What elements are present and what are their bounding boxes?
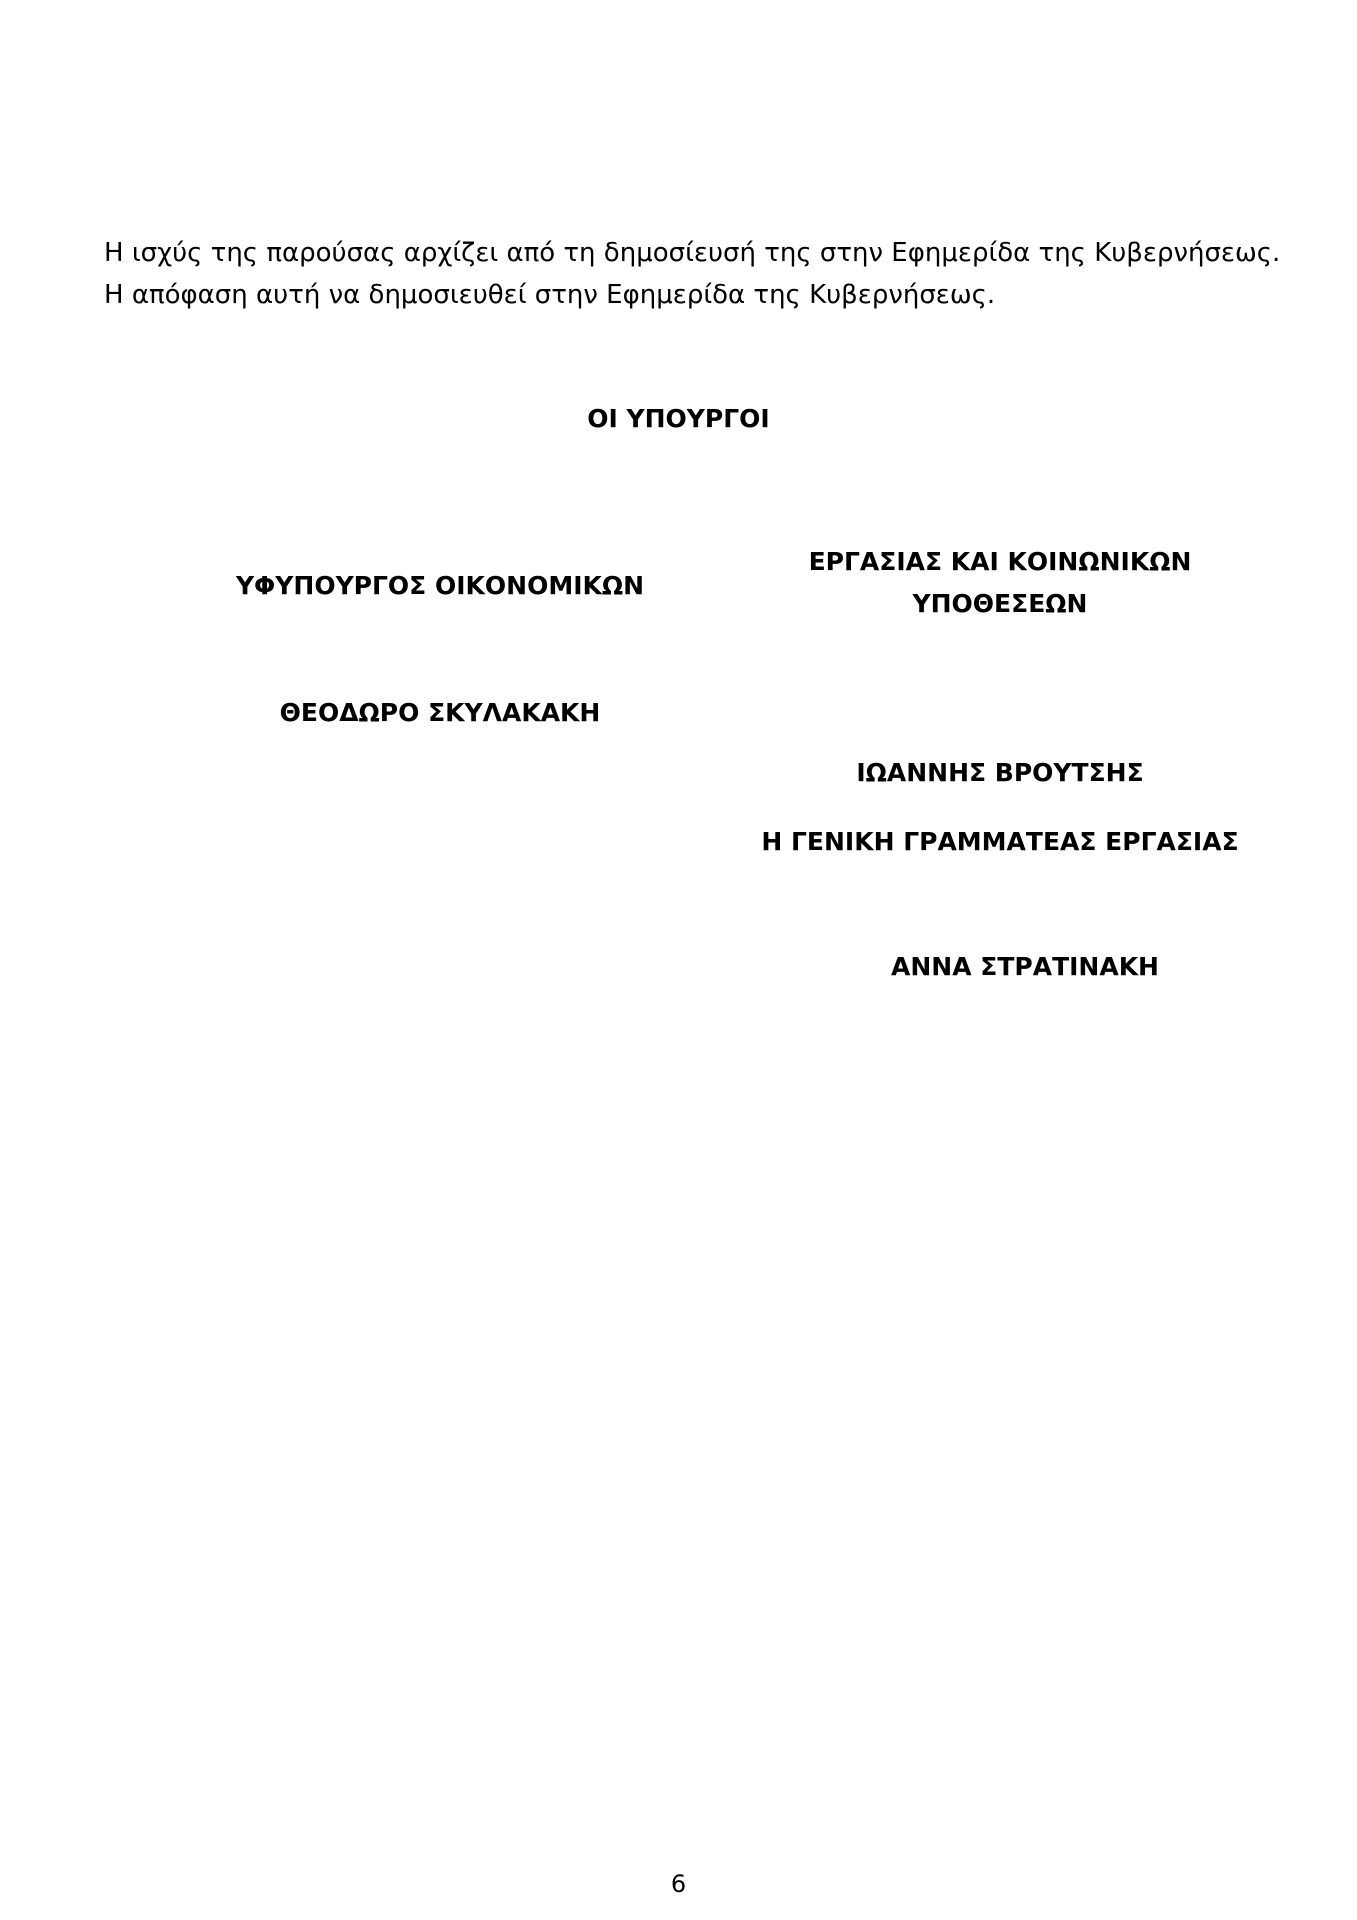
closing-paragraph — [104, 232, 1281, 316]
left-signatory-name: ΘΕΟΔΩΡΟ ΣΚΥΛΑΚΑΚΗ — [279, 698, 601, 727]
secretary-general-name: ΑΝΝΑ ΣΤΡΑΤΙΝΑΚΗ — [891, 952, 1159, 981]
right-signatory-title — [700, 541, 1300, 625]
right-signatory-name: ΙΩΑΝΝΗΣ ΒΡΟΥΤΣΗΣ — [856, 758, 1144, 787]
left-signatory-title: ΥΦΥΠΟΥΡΓΟΣ ΟΙΚΟΝΟΜΙΚΩΝ — [235, 571, 645, 600]
right-signatory-title-line1: ΕΡΓΑΣΙΑΣ ΚΑΙ ΚΟΙΝΩΝΙΚΩΝ — [808, 547, 1192, 576]
secretary-general-title: Η ΓΕΝΙΚΗ ΓΡΑΜΜΑΤΕΑΣ ΕΡΓΑΣΙΑΣ — [761, 827, 1239, 856]
page-number: 6 — [670, 1870, 687, 1898]
publication-sentence: Η απόφαση αυτή να δημοσιευθεί στην Εφημερίδα της Κυβερνήσεως. — [104, 280, 996, 310]
right-signatory-title-line2: ΥΠΟΘΕΣΕΩΝ — [912, 589, 1088, 618]
signatories-heading: ΟΙ ΥΠΟΥΡΓΟΙ — [587, 404, 770, 433]
effective-date-sentence: Η ισχύς της παρούσας αρχίζει από τη δημοσίευσή της στην Εφημερίδα της Κυβερνήσεως. — [104, 238, 1281, 268]
